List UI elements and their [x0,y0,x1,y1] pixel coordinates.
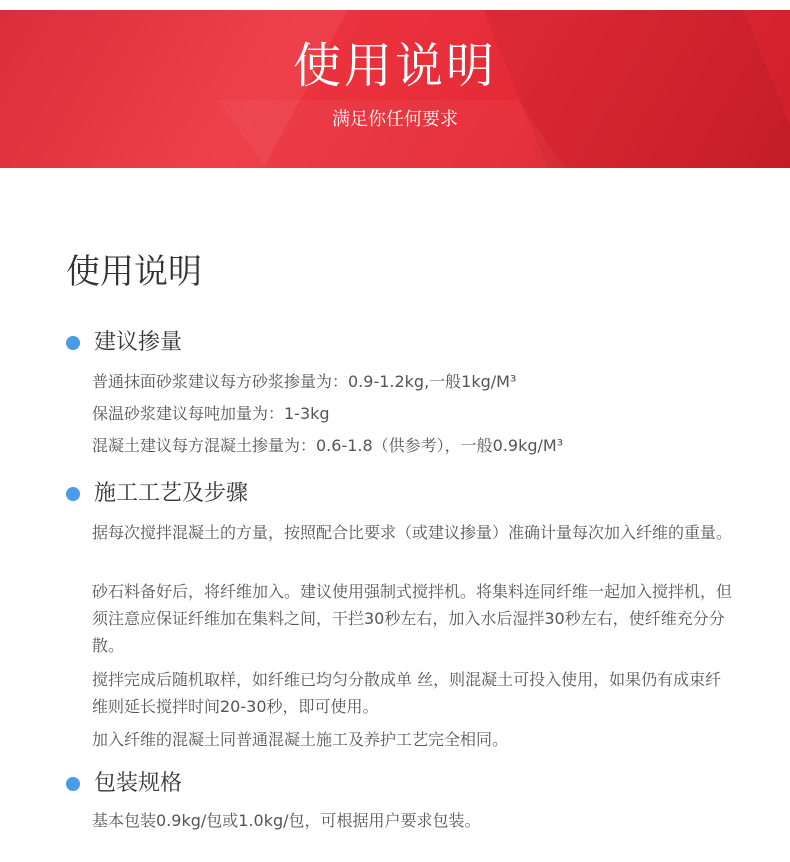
page-title: 使用说明 [66,252,202,292]
bullet-dot-icon [66,487,80,501]
bullet-dot-icon [66,777,80,791]
section-title: 建议掺量 [94,330,183,355]
paragraph: 据每次搅拌混凝土的方量，按照配合比要求（或建议掺量）准确计量每次加入纤维的重量。 [92,523,733,542]
section-dosage [66,326,746,455]
paragraph: 基本包装0.9kg/包或1.0kg/包，可根据用户要求包装。 [92,811,481,830]
section-title: 包装规格 [94,771,183,796]
section-header [66,767,746,801]
section-packaging [66,767,746,830]
section-procedure [66,477,746,749]
paragraph: 保温砂浆建议每吨加量为：1-3kg [92,404,330,423]
section-title: 施工工艺及步骤 [94,481,249,506]
paragraph: 混凝土建议每方混凝土掺量为：0.6-1.8（供参考），一般0.9kg/M³ [92,436,564,455]
header-banner [0,10,790,168]
paragraph: 普通抹面砂浆建议每方砂浆掺量为：0.9-1.2kg,一般1kg/M³ [92,372,517,391]
banner-subtitle: 满足你任何要求 [332,109,458,130]
paragraph: 加入纤维的混凝土同普通混凝土施工及养护工艺完全相同。 [92,730,509,749]
section-header [66,477,746,511]
bullet-dot-icon [66,336,80,350]
section-header [66,326,746,360]
paragraph: 砂石料备好后，将纤维加入。建议使用强制式搅拌机。将集料连同纤维一起加入搅拌机，但须注意应保证纤维加在集料之间，干拦30秒左右，加入水后湿拌30秒左右，使纤维充分分散。 [92,582,733,655]
banner-title: 使用说明 [292,38,497,94]
paragraph: 搅拌完成后随机取样，如纤维已均匀分散成单 丝，则混凝土可投入使用，如果仍有成束纤维则延长搅拌时间20-30秒，即可使用。 [92,670,722,716]
